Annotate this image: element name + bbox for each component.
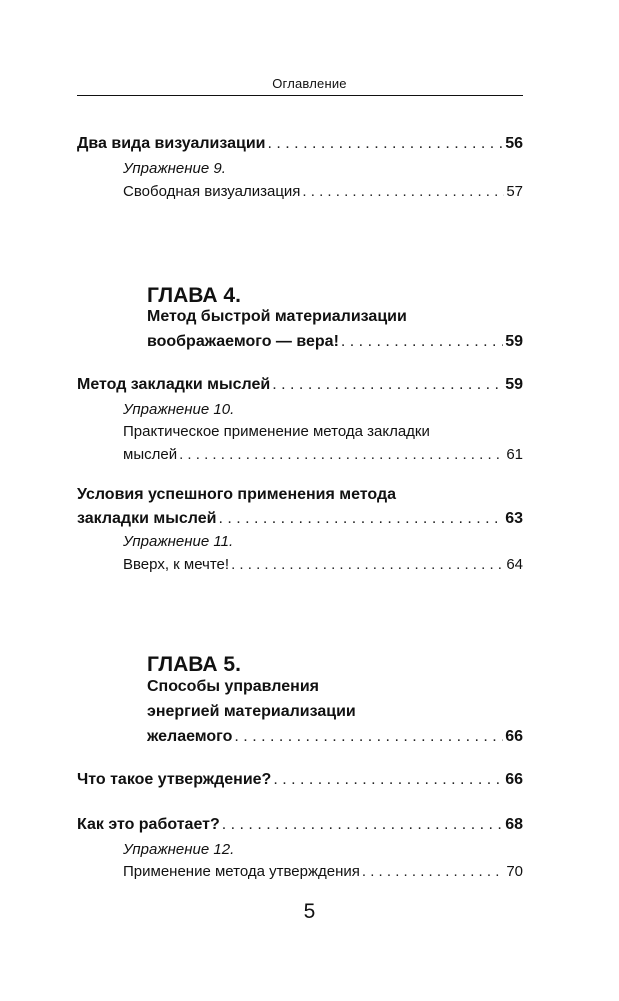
exercise-label: Упражнение 9. <box>123 160 226 177</box>
toc-entry-utverzhdenie[interactable] <box>77 768 523 792</box>
toc-page-number: 66 <box>505 728 523 745</box>
toc-entry-ex9[interactable] <box>123 180 523 204</box>
toc-page-number: 66 <box>505 771 523 788</box>
header-rule <box>77 95 523 96</box>
dot-leader <box>231 553 504 577</box>
toc-page-number: 68 <box>505 816 523 833</box>
toc-entry-chapter-5[interactable] <box>147 725 523 749</box>
toc-entry-title: закладки мыслей <box>77 510 217 527</box>
exercise-label: Упражнение 10. <box>123 401 235 418</box>
dot-leader <box>268 132 504 156</box>
dot-leader <box>218 507 503 531</box>
toc-entry-title: Два вида визуализации <box>77 135 266 152</box>
dot-leader <box>273 768 503 792</box>
dot-leader <box>222 813 503 837</box>
toc-entry-title: Свободная визуализация <box>123 183 301 200</box>
header-title: Оглавление <box>272 76 347 91</box>
toc-entry-title: Что такое утверждение? <box>77 771 272 788</box>
exercise-label: Упражнение 12. <box>123 841 235 858</box>
exercise-label: Упражнение 11. <box>123 533 234 550</box>
chapter-4-label: ГЛАВА 4. <box>147 284 241 307</box>
toc-entry-kak-rabotaet[interactable] <box>77 813 523 837</box>
page-number: 5 <box>303 900 316 923</box>
toc-page-number: 59 <box>505 333 523 350</box>
dot-leader <box>302 180 504 204</box>
toc-entry-dva-vida[interactable] <box>77 132 523 156</box>
toc-entry-ex12[interactable] <box>123 860 523 884</box>
toc-page-number: 64 <box>506 556 523 573</box>
toc-entry-title: желаемого <box>147 728 233 745</box>
dot-leader <box>362 860 504 884</box>
chapter-5-title-line1: Способы управления <box>147 678 319 695</box>
toc-entry-title: Как это работает? <box>77 816 220 833</box>
toc-page-number: 57 <box>506 183 523 200</box>
chapter-4-title-line1: Метод быстрой материализации <box>147 308 407 325</box>
toc-page-number: 56 <box>505 135 523 152</box>
toc-entry-title: Вверх, к мечте! <box>123 556 230 573</box>
toc-entry-ex11[interactable] <box>123 553 523 577</box>
toc-page-number: 70 <box>506 863 523 880</box>
toc-entry-usloviya[interactable] <box>77 507 523 531</box>
toc-entry-chapter-4[interactable] <box>147 330 523 354</box>
toc-page-number: 63 <box>505 510 523 527</box>
dot-leader <box>272 373 503 397</box>
toc-page-number: 59 <box>505 376 523 393</box>
toc-entry-metod-zakladki[interactable] <box>77 373 523 397</box>
toc-entry-ex10[interactable] <box>123 443 523 467</box>
toc-entry-title: воображаемого — вера! <box>147 333 339 350</box>
chapter-5-label: ГЛАВА 5. <box>147 653 241 676</box>
toc-page-number: 61 <box>506 446 523 463</box>
chapter-5-title-line2: энергией материализации <box>147 703 356 720</box>
toc-entry-usloviya-line1: Условия успешного применения метода <box>77 486 397 503</box>
toc-entry-title: Применение метода утверждения <box>123 863 360 880</box>
dot-leader <box>341 330 503 354</box>
dot-leader <box>179 443 504 467</box>
dot-leader <box>234 725 503 749</box>
exercise-title-line1: Практическое применение метода закладки <box>123 423 430 440</box>
toc-entry-title: Метод закладки мыслей <box>77 376 271 393</box>
toc-entry-title: мыслей <box>123 446 178 463</box>
